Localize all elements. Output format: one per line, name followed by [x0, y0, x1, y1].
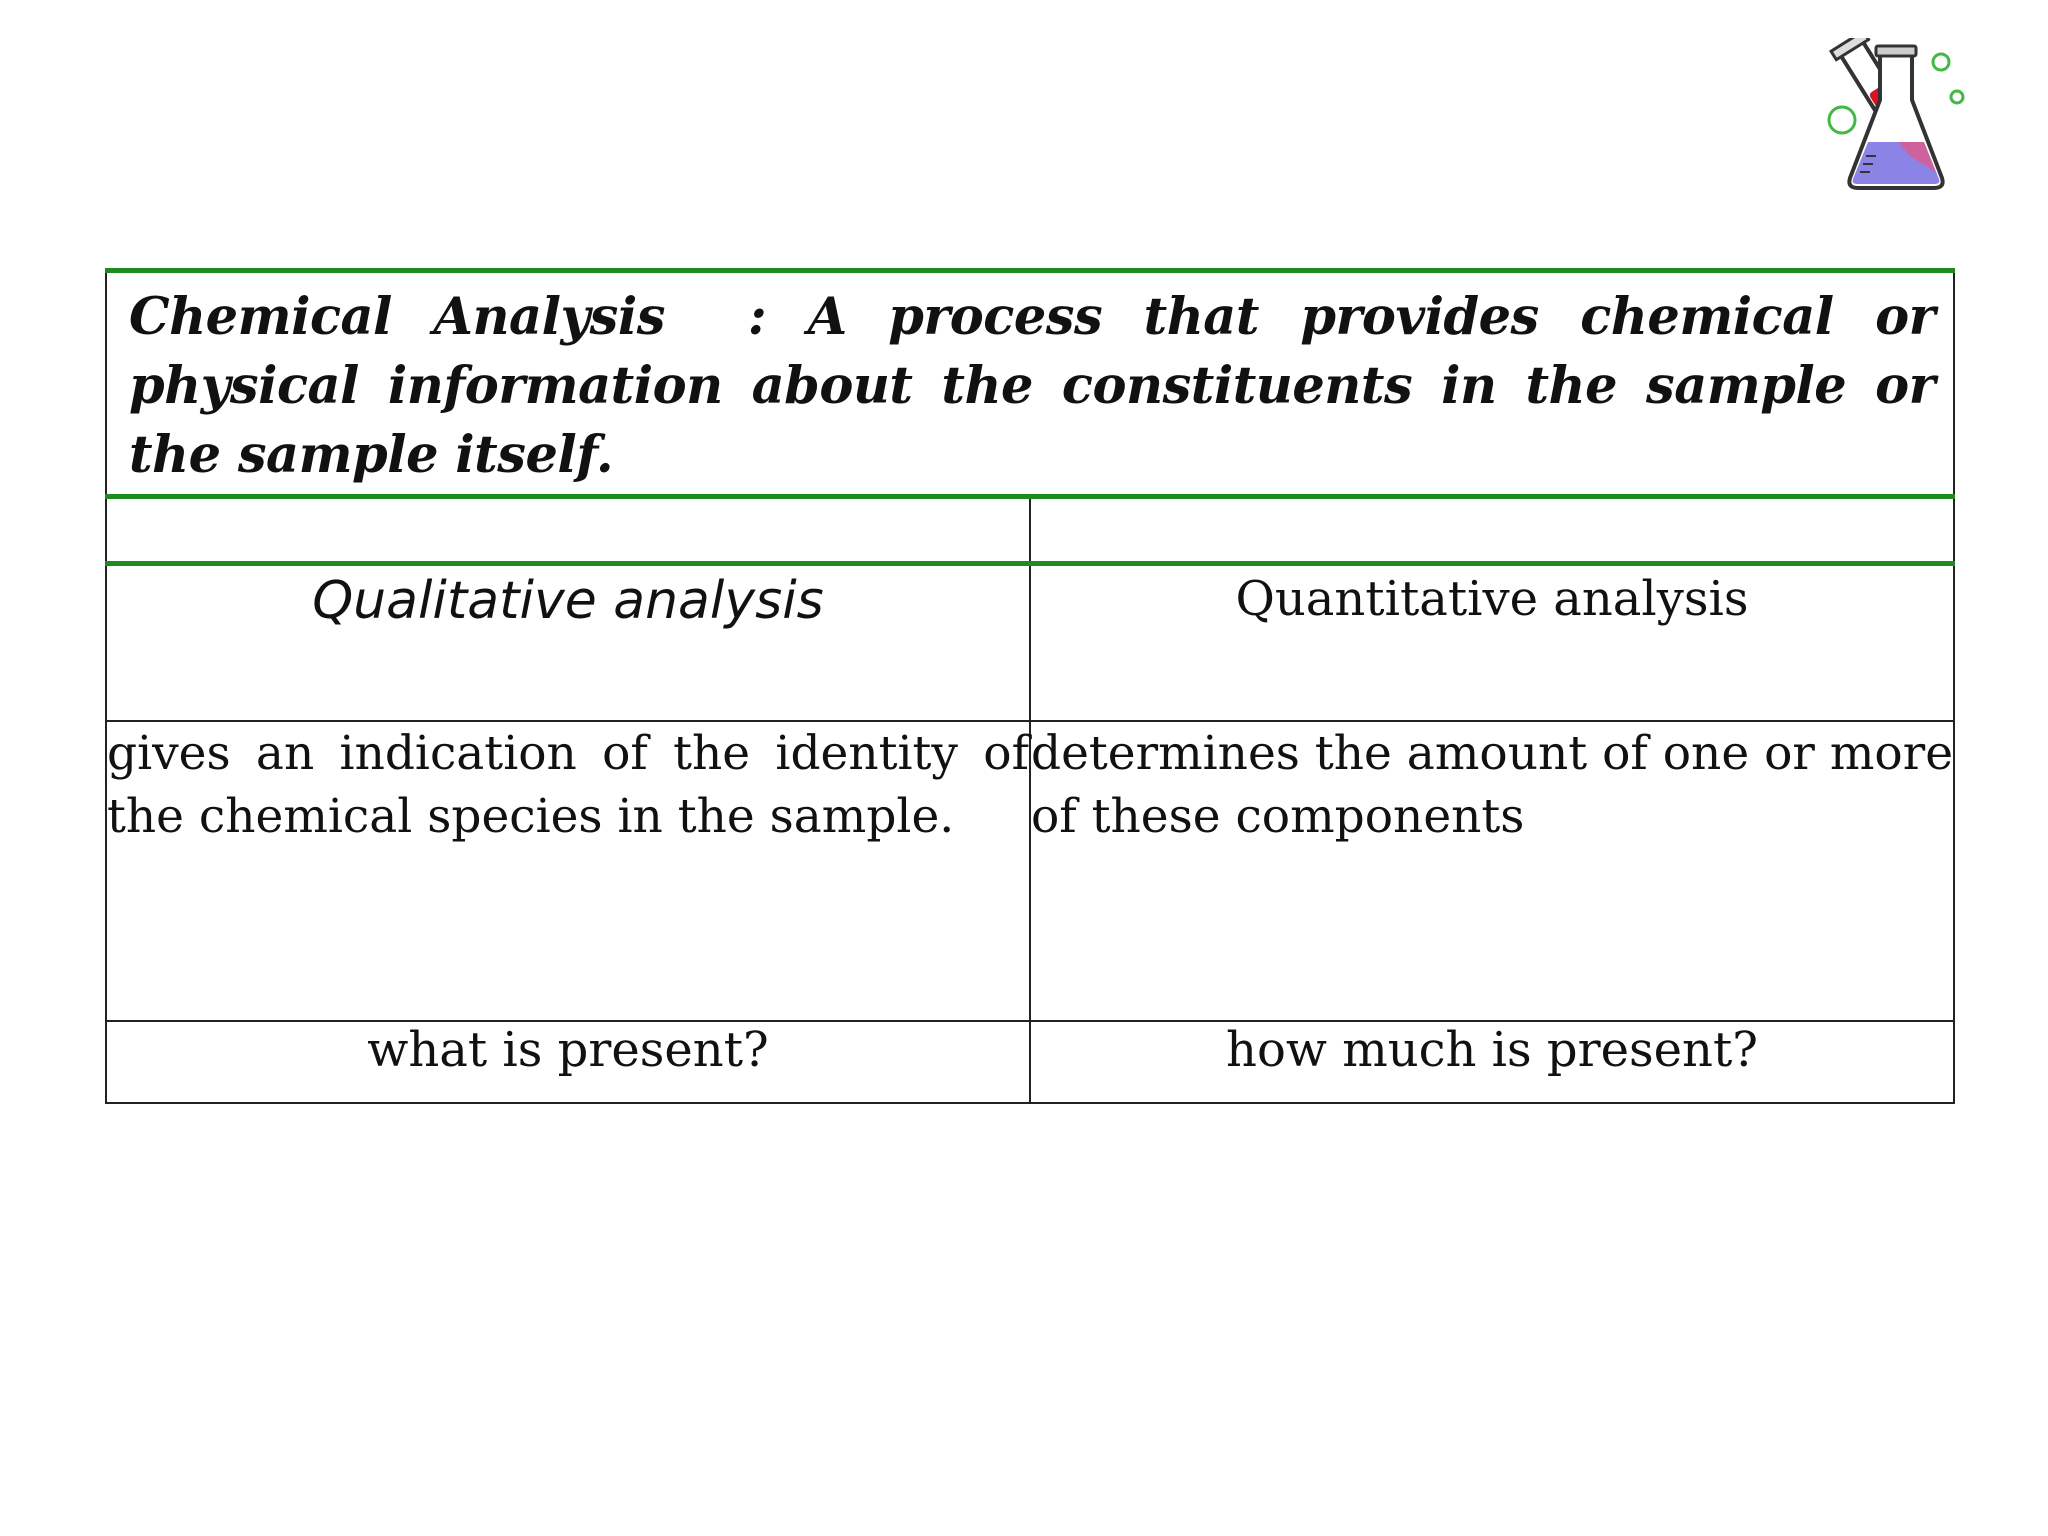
blank-cell-left — [106, 497, 1030, 564]
description-cell-qualitative — [106, 721, 1030, 1021]
question-cell-qualitative — [106, 1021, 1030, 1103]
definition-cell — [106, 271, 1954, 497]
description-qualitative: gives an indication of the identity of the chemical species in the sample. — [107, 726, 1029, 844]
description-quantitative: determines the amount of one or more of these components — [1031, 726, 1954, 844]
analysis-table — [105, 268, 1955, 1104]
definition-row — [106, 271, 1954, 497]
heading-qualitative: Qualitative analysis — [312, 571, 824, 631]
question-quantitative: how much is present? — [1226, 1022, 1758, 1078]
heading-cell-quantitative — [1030, 564, 1954, 722]
question-row — [106, 1021, 1954, 1103]
description-cell-quantitative — [1030, 721, 1954, 1021]
definition-text: Chemical Analysis : A process that provides chemical or physical information about the constituents in the sample or the sample itself. — [129, 287, 1936, 485]
blank-row — [106, 497, 1954, 564]
blank-cell-right — [1030, 497, 1954, 564]
heading-row — [106, 564, 1954, 722]
heading-cell-qualitative — [106, 564, 1030, 722]
question-qualitative: what is present? — [367, 1022, 769, 1078]
description-row — [106, 721, 1954, 1021]
flask-icon — [1824, 38, 1976, 198]
heading-quantitative: Quantitative analysis — [1235, 571, 1749, 627]
question-cell-quantitative — [1030, 1021, 1954, 1103]
